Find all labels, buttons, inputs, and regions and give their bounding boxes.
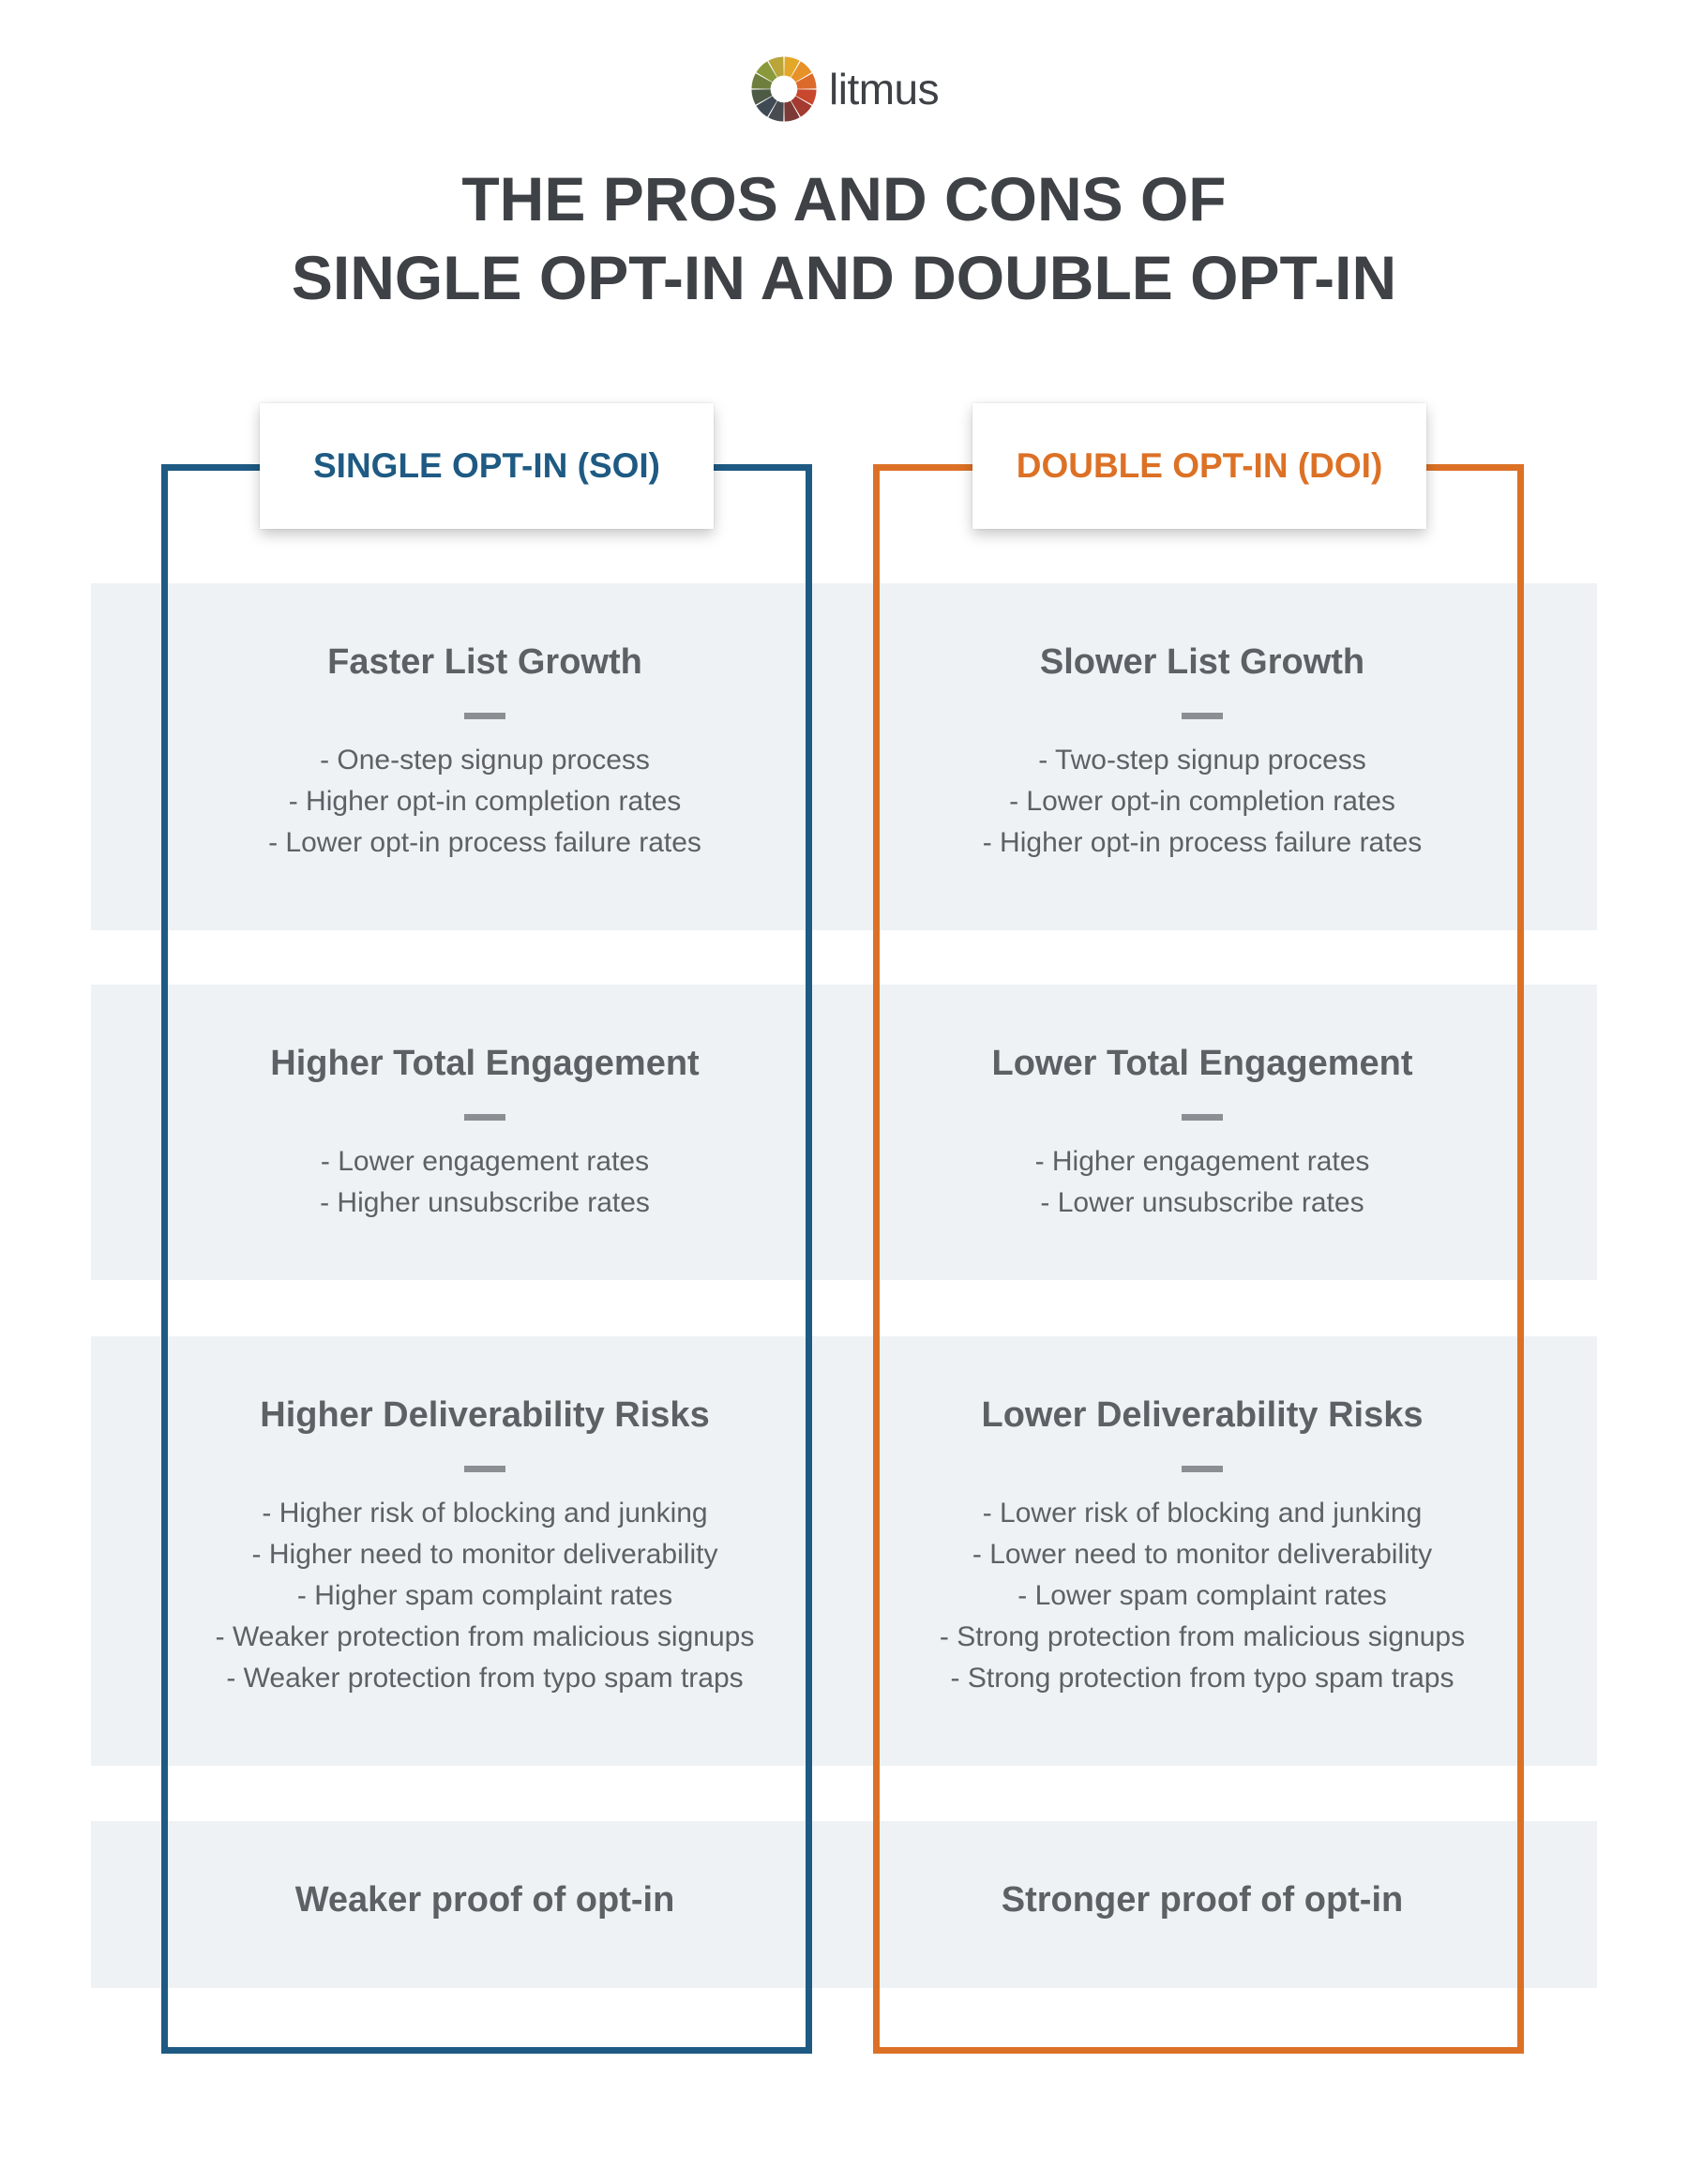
logo-wordmark: litmus — [829, 65, 940, 113]
soi-proof-text: Weaker proof of opt-in — [294, 1880, 675, 1920]
divider-dash — [1182, 1114, 1223, 1121]
section-title: Higher Total Engagement — [270, 1044, 700, 1083]
divider-dash — [464, 1466, 505, 1472]
litmus-logo — [750, 52, 939, 127]
list-item: - Lower need to monitor deliverability — [972, 1539, 1433, 1570]
list-item: - Higher engagement rates — [1034, 1146, 1370, 1177]
list-item: - Strong protection from malicious signups — [939, 1621, 1466, 1652]
soi-column-label: SINGLE OPT-IN (SOI) — [260, 403, 714, 529]
title-line-2: SINGLE OPT-IN AND DOUBLE OPT-IN — [291, 243, 1397, 312]
list-item: - One-step signup process — [320, 745, 650, 776]
list-item: - Lower unsubscribe rates — [1040, 1187, 1364, 1218]
section-title: Lower Deliverability Risks — [981, 1395, 1424, 1435]
list-item: - Higher opt-in completion rates — [288, 786, 682, 817]
list-item: - Weaker protection from typo spam traps — [226, 1663, 744, 1694]
section-title: Lower Total Engagement — [991, 1044, 1413, 1083]
list-item: - Lower risk of blocking and junking — [982, 1498, 1423, 1529]
title-line-1: THE PROS AND CONS OF — [461, 164, 1227, 233]
doi-proof-text: Stronger proof of opt-in — [1001, 1880, 1404, 1920]
list-item: - Weaker protection from malicious signups — [215, 1621, 755, 1652]
section-title: Faster List Growth — [327, 642, 642, 682]
divider-dash — [1182, 713, 1223, 719]
list-item: - Higher spam complaint rates — [296, 1580, 673, 1611]
list-item: - Lower engagement rates — [320, 1146, 650, 1177]
divider-dash — [1182, 1466, 1223, 1472]
section-title: Slower List Growth — [1039, 642, 1365, 682]
list-item: - Higher unsubscribe rates — [320, 1187, 650, 1218]
list-item: - Strong protection from typo spam traps — [950, 1663, 1454, 1694]
list-item: - Lower opt-in process failure rates — [268, 827, 701, 858]
color-wheel-icon — [750, 55, 818, 123]
soi-section-deliverability — [128, 1393, 841, 1699]
list-item: - Higher opt-in process failure rates — [982, 827, 1423, 858]
section-title: Higher Deliverability Risks — [260, 1395, 710, 1435]
page-title — [0, 159, 1688, 317]
doi-column-label: DOUBLE OPT-IN (DOI) — [972, 403, 1426, 529]
soi-section-engagement — [128, 1041, 841, 1224]
divider-dash — [464, 713, 505, 719]
list-item: - Lower spam complaint rates — [1017, 1580, 1387, 1611]
soi-section-list-growth — [128, 640, 841, 864]
doi-section-engagement — [846, 1041, 1559, 1224]
doi-section-deliverability — [846, 1393, 1559, 1699]
doi-section-list-growth — [846, 640, 1559, 864]
list-item: - Higher risk of blocking and junking — [262, 1498, 708, 1529]
list-item: - Higher need to monitor deliverability — [251, 1539, 718, 1570]
divider-dash — [464, 1114, 505, 1121]
list-item: - Two-step signup process — [1038, 745, 1366, 776]
list-item: - Lower opt-in completion rates — [1009, 786, 1395, 817]
